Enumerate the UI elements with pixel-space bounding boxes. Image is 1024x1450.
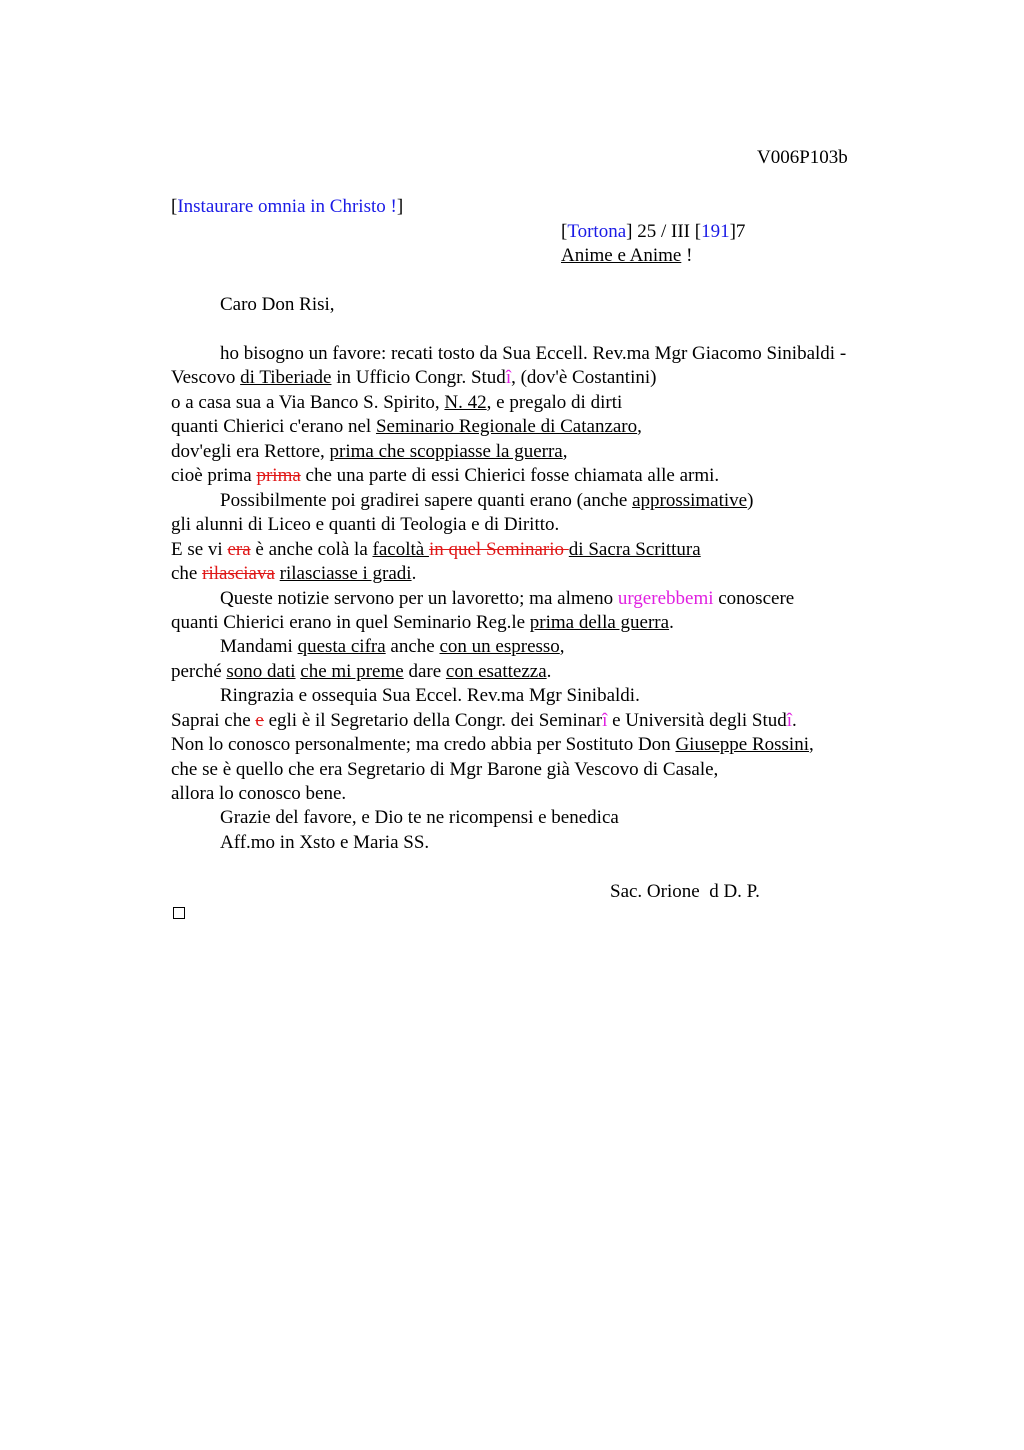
underlined-text: Giuseppe Rossini: [675, 734, 809, 755]
doc-id: V006P103b: [757, 147, 848, 168]
body-line: [220, 635, 565, 659]
motto-anime: Anime e Anime !: [561, 245, 693, 266]
text-segment: in Ufficio Congr. Stud: [331, 367, 506, 388]
underlined-text: approssimative: [632, 490, 748, 511]
body-line: [171, 440, 567, 464]
text-segment: ,: [808, 734, 814, 755]
underlined-text: di Sacra Scrittura: [568, 539, 701, 560]
text-segment: o a casa sua a Via Banco S. Spirito,: [171, 392, 445, 413]
text-segment: e Università degli Stud: [607, 710, 787, 731]
underlined-text: questa cifra: [297, 636, 386, 657]
text-segment: che: [171, 563, 203, 584]
struck-text: rilasciava: [202, 563, 275, 584]
underlined-text: sono dati: [226, 661, 296, 682]
underlined-text: prima della guerra: [529, 612, 670, 633]
body-line: [171, 513, 559, 537]
highlight-text: urgerebbemi: [617, 588, 714, 609]
body-line: [171, 611, 674, 635]
text-segment: Possibilmente poi gradirei sapere quanti erano (anche: [220, 490, 633, 511]
body-line: [220, 587, 794, 611]
underlined-text: facoltà: [372, 539, 429, 560]
highlight-text: î: [602, 710, 608, 731]
text-segment: Queste notizie servono per un lavoretto; ma almeno: [220, 588, 618, 609]
text-segment: dov'egli era Rettore,: [171, 441, 330, 462]
text-segment: .: [669, 612, 674, 633]
struck-text: era: [227, 539, 251, 560]
underlined-text: prima che scoppiasse la guerra: [329, 441, 563, 462]
underlined-text: con esattezza: [445, 661, 547, 682]
motto-text: Instaurare omnia in Christo !: [177, 196, 397, 217]
salutation: Caro Don Risi,: [220, 294, 335, 315]
struck-text: e: [255, 710, 264, 731]
body-line: [171, 660, 551, 684]
body-line: [171, 758, 718, 782]
text-segment: ho bisogno un favore: recati tosto da Sua Eccell. Rev.ma Mgr Giacomo Sinibaldi -: [220, 343, 847, 364]
text-segment: ,: [562, 441, 568, 462]
text-segment: Saprai che: [171, 710, 256, 731]
text-segment: .: [546, 661, 552, 682]
text-segment: .: [411, 563, 417, 584]
underlined-text: Seminario Regionale di Catanzaro: [375, 416, 638, 437]
text-segment: Aff.mo in Xsto e Maria SS.: [220, 832, 430, 853]
body-line: [171, 538, 701, 562]
text-segment: ,: [637, 416, 642, 437]
text-segment: egli è il Segretario della Congr. dei Seminar: [263, 710, 603, 731]
text-segment: Mandami: [220, 636, 298, 657]
body-line: [171, 733, 814, 757]
highlight-text: î: [505, 367, 512, 388]
text-segment: ): [747, 490, 754, 511]
struck-text: in quel Seminario: [428, 539, 569, 560]
underlined-text: che mi preme: [300, 661, 404, 682]
text-segment: perché: [171, 661, 227, 682]
dateline: [Tortona] 25 / III [191]7: [561, 221, 746, 242]
body-line: [171, 709, 797, 733]
body-line: [220, 342, 846, 366]
text-segment: conoscere: [713, 588, 795, 609]
text-segment: quanti Chierici erano in quel Seminario Reg.le: [171, 612, 530, 633]
text-segment: .: [792, 710, 797, 731]
text-segment: E se vi: [171, 539, 228, 560]
underlined-text: di Tiberiade: [240, 367, 332, 388]
text-segment: , e pregalo di dirti: [486, 392, 623, 413]
text-segment: Vescovo: [171, 367, 241, 388]
underlined-text: con un espresso: [439, 636, 560, 657]
text-segment: è anche colà la: [250, 539, 373, 560]
text-segment: Non lo conosco personalmente; ma credo abbia per Sostituto Don: [171, 734, 676, 755]
body-line: [171, 415, 642, 439]
highlight-text: î: [786, 710, 793, 731]
text-segment: cioè prima: [171, 465, 257, 486]
text-segment: ,: [559, 636, 565, 657]
struck-text: prima: [256, 465, 301, 486]
body-line: [220, 806, 619, 830]
text-segment: che una parte di essi Chierici fosse chiamata alle armi.: [300, 465, 720, 486]
body-line: [220, 831, 429, 855]
text-segment: Ringrazia e ossequia Sua Eccel. Rev.ma Mgr Sinibaldi.: [220, 685, 640, 706]
underlined-text: N. 42: [444, 392, 487, 413]
checkbox-square-icon: [173, 907, 185, 919]
underlined-text: rilasciasse i gradi: [279, 563, 412, 584]
body-line: [171, 782, 346, 806]
text-segment: quanti Chierici c'erano nel: [171, 416, 376, 437]
body-line: [171, 464, 719, 488]
text-segment: anche: [385, 636, 440, 657]
text-segment: allora lo conosco bene.: [171, 783, 347, 804]
text-segment: che se è quello che era Segretario di Mgr Barone già Vescovo di Casale,: [171, 759, 719, 780]
motto: [Instaurare omnia in Christo !]: [171, 196, 404, 217]
body-line: [220, 489, 753, 513]
body-line: [171, 562, 416, 586]
dateline-year: 191: [701, 221, 730, 242]
text-segment: dare: [403, 661, 446, 682]
signature: Sac. Orione d D. P.: [610, 881, 760, 902]
body-line: [171, 366, 656, 390]
body-line: [220, 684, 640, 708]
text-segment: gli alunni di Liceo e quanti di Teologia e di Diritto.: [171, 514, 560, 535]
body-line: [171, 391, 622, 415]
dateline-place: Tortona: [567, 221, 627, 242]
text-segment: Grazie del favore, e Dio te ne ricompensi e benedica: [220, 807, 619, 828]
text-segment: , (dov'è Costantini): [511, 367, 657, 388]
